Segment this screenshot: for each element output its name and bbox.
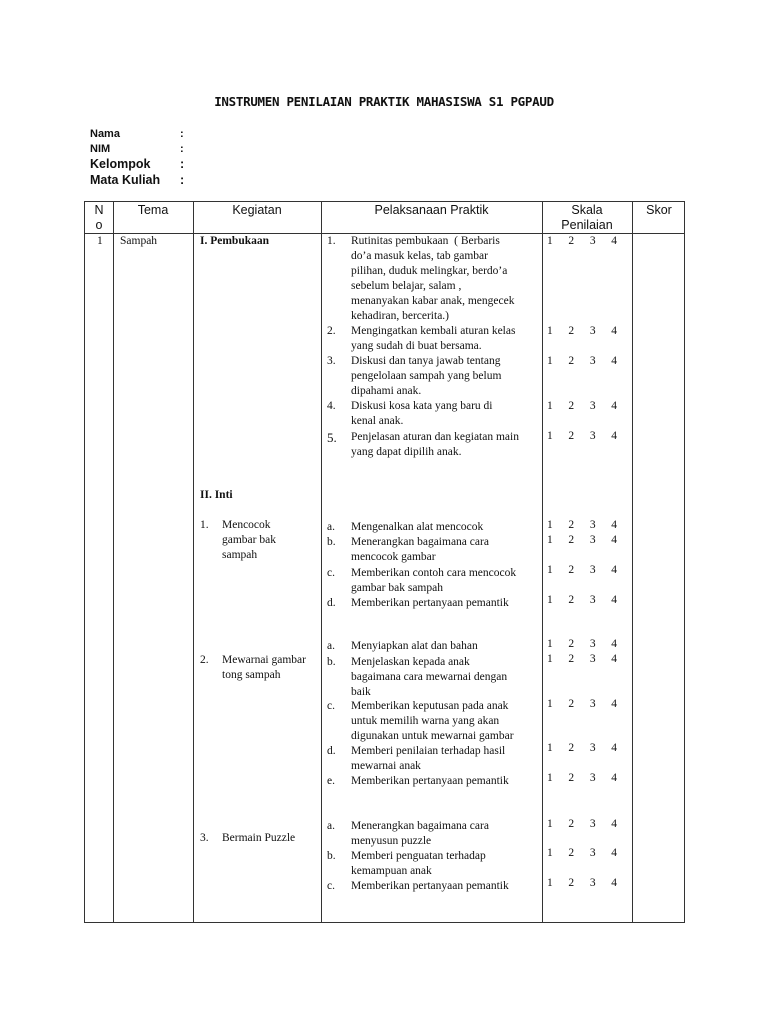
rating-scale [547,817,617,832]
scale-value-1: 1 [547,355,553,367]
scale-value-4: 4 [611,430,617,442]
assessment-table [84,201,685,923]
item-text: Memberikan contoh cara mencocok gambar bak sampah [351,567,517,594]
header-pelaksanaan: Pelaksanaan Praktik [374,203,489,217]
scale-value-4: 4 [611,638,617,650]
item-marker: 3. [327,355,336,367]
scale-value-4: 4 [611,235,617,247]
item-text: Memberi penilaian terhadap hasil mewarnai anak [351,745,506,772]
scale-value-3: 3 [589,638,596,650]
rating-scale [547,234,617,249]
scale-value-2: 2 [568,430,575,442]
scale-value-2: 2 [568,235,575,247]
rating-scale [547,563,617,578]
rating-scale [547,741,617,756]
scale-value-4: 4 [611,594,617,606]
item-text: Mengingatkan kembali aturan kelas yang sudah di buat bersama. [351,325,516,352]
scale-value-3: 3 [589,877,596,889]
item-text: Menjelaskan kepada anak bagaimana cara mewarnai dengan baik [351,656,508,698]
item-marker: c. [327,880,335,892]
identity-colon: : [180,157,185,171]
scale-value-2: 2 [568,772,575,784]
scale-value-2: 2 [568,355,575,367]
scale-value-3: 3 [589,564,596,576]
scale-value-1: 1 [547,564,553,576]
item-marker: a. [327,640,335,652]
scale-value-1: 1 [547,594,553,606]
rating-scale [547,533,617,548]
scale-value-4: 4 [611,698,617,710]
scale-value-3: 3 [589,235,596,247]
item-marker: b. [327,536,336,548]
item-marker: c. [327,700,335,712]
scale-value-2: 2 [568,847,575,859]
scale-value-3: 3 [589,698,596,710]
scale-value-2: 2 [568,638,575,650]
item-marker: 5. [327,430,337,445]
scale-value-4: 4 [611,325,617,337]
row-number: 1 [97,235,103,247]
rating-scale [547,354,617,369]
scale-value-3: 3 [589,400,596,412]
item-text: Memberikan keputusan pada anak untuk memilih warna yang akan digunakan untuk mewarnai gambar [351,700,514,742]
scale-value-4: 4 [611,519,617,531]
scale-value-3: 3 [589,534,596,546]
item-text: Memberi penguatan terhadap kemampuan anak [351,850,486,877]
scale-value-2: 2 [568,325,575,337]
scale-value-4: 4 [611,742,617,754]
scale-value-2: 2 [568,698,575,710]
item-marker: a. [327,820,335,832]
scale-value-2: 2 [568,564,575,576]
activity-number: 1. [200,519,209,531]
scale-value-1: 1 [547,847,553,859]
scale-value-1: 1 [547,235,553,247]
scale-value-3: 3 [589,325,596,337]
activity-number: 2. [200,654,209,666]
identity-label: Nama [90,128,120,140]
item-marker: c. [327,567,335,579]
scale-value-1: 1 [547,742,553,754]
scale-value-3: 3 [589,594,596,606]
item-marker: b. [327,656,336,668]
document-title: INSTRUMEN PENILAIAN PRAKTIK MAHASISWA S1 PGPAUD [214,94,554,109]
rating-scale [547,697,617,712]
section-pembukaan: I. Pembukaan [200,235,270,247]
scale-value-2: 2 [568,519,575,531]
column-divider [193,202,194,922]
rating-scale [547,399,617,414]
scale-value-4: 4 [611,877,617,889]
section-inti: II. Inti [200,489,233,501]
item-marker: 4. [327,400,336,412]
scale-value-2: 2 [568,818,575,830]
item-text: Penjelasan aturan dan kegiatan main yang dapat dipilih anak. [351,431,519,458]
item-text: Diskusi kosa kata yang baru di kenal anak. [351,400,493,427]
header-no: N o [94,203,104,232]
scale-value-1: 1 [547,653,553,665]
header-skor: Skor [646,203,672,217]
activity-text: Bermain Puzzle [222,832,296,844]
identity-label: Mata Kuliah [90,173,161,187]
rating-scale [547,593,617,608]
scale-value-4: 4 [611,818,617,830]
scale-value-1: 1 [547,698,553,710]
scale-value-3: 3 [589,430,596,442]
rating-scale [547,652,617,667]
scale-value-1: 1 [547,430,553,442]
item-text: Mengenalkan alat mencocok [351,521,484,533]
scale-value-4: 4 [611,564,617,576]
rating-scale [547,637,617,652]
item-marker: a. [327,521,335,533]
scale-value-1: 1 [547,877,553,889]
header-tema: Tema [137,203,169,217]
item-text: Memberikan pertanyaan pemantik [351,880,509,892]
identity-label: NIM [90,143,111,155]
activity-text: Mencocok gambar bak sampah [222,519,276,561]
scale-value-1: 1 [547,519,553,531]
scale-value-3: 3 [589,742,596,754]
scale-value-3: 3 [589,653,596,665]
header-skala: Skala Penilaian [561,203,613,232]
scale-value-4: 4 [611,534,617,546]
item-marker: d. [327,597,336,609]
item-marker: d. [327,745,336,757]
item-marker: e. [327,775,335,787]
rating-scale [547,846,617,861]
scale-value-1: 1 [547,325,553,337]
identity-kelompok [90,157,184,171]
item-marker: 2. [327,325,336,337]
activity-number: 3. [200,832,209,844]
row-tema: Sampah [120,235,158,247]
rating-scale [547,324,617,339]
scale-value-1: 1 [547,818,553,830]
scale-value-2: 2 [568,400,575,412]
column-divider [632,202,633,922]
scale-value-3: 3 [589,519,596,531]
scale-value-3: 3 [589,847,596,859]
scale-value-3: 3 [589,355,596,367]
item-marker: b. [327,850,336,862]
identity-colon: : [180,128,184,140]
scale-value-2: 2 [568,594,575,606]
scale-value-2: 2 [568,877,575,889]
item-text: Memberikan pertanyaan pemantik [351,597,509,609]
scale-value-2: 2 [568,653,575,665]
activity-text: Mewarnai gambar tong sampah [222,654,306,681]
scale-value-4: 4 [611,355,617,367]
scale-value-1: 1 [547,638,553,650]
item-text: Menyiapkan alat dan bahan [351,640,478,652]
header-kegiatan: Kegiatan [232,203,282,217]
rating-scale [547,429,617,444]
scale-value-1: 1 [547,400,553,412]
scale-value-2: 2 [568,534,575,546]
item-text: Menerangkan bagaimana cara menyusun puzzle [351,820,489,847]
item-text: Diskusi dan tanya jawab tentang pengelolaan sampah yang belum dipahami anak. [351,355,502,397]
scale-value-2: 2 [568,742,575,754]
rating-scale [547,771,617,786]
identity-nama [90,128,184,140]
identity-mata-kuliah [90,173,184,187]
column-divider [113,202,114,922]
identity-nim [90,143,184,155]
scale-value-1: 1 [547,772,553,784]
identity-label: Kelompok [90,157,151,171]
rating-scale [547,518,617,533]
item-text: Rutinitas pembukaan ( Berbaris do’a masuk kelas, tab gambar pilihan, duduk melingkar, berdo’a sebelum belajar, salam , menanyakan kabar anak, mengecek kehadiran, bercerita.) [351,235,515,322]
item-text: Menerangkan bagaimana cara mencocok gambar [351,536,489,563]
scale-value-4: 4 [611,400,617,412]
rating-scale [547,876,617,891]
item-text: Memberikan pertanyaan pemantik [351,775,509,787]
scale-value-3: 3 [589,772,596,784]
scale-value-4: 4 [611,847,617,859]
item-marker: 1. [327,235,336,247]
scale-value-3: 3 [589,818,596,830]
identity-colon: : [180,143,184,155]
scale-value-1: 1 [547,534,553,546]
scale-value-4: 4 [611,772,617,784]
identity-colon: : [180,173,185,187]
scale-value-4: 4 [611,653,617,665]
